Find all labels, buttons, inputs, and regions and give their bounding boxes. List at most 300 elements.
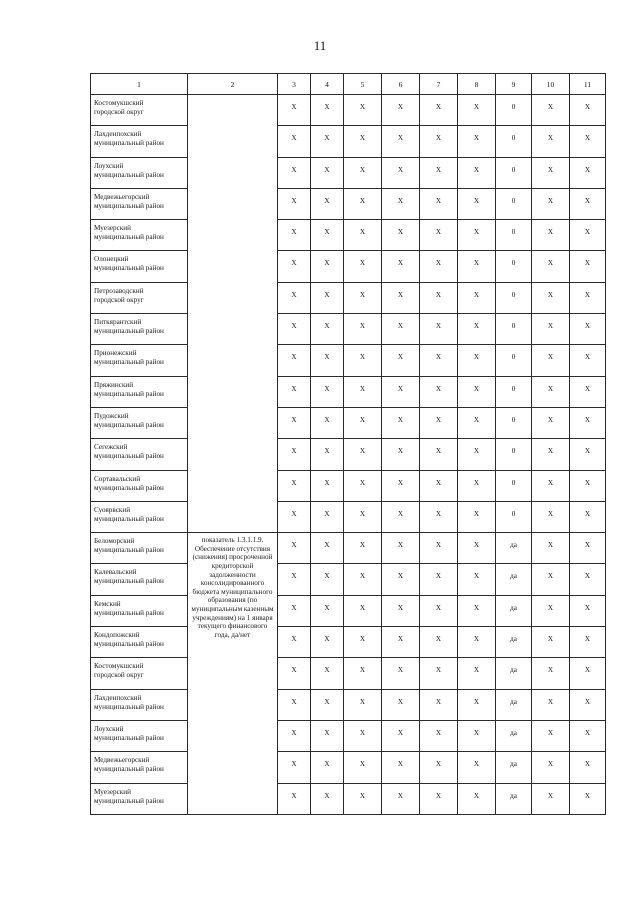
value-cell: да: [496, 627, 532, 658]
value-cell: да: [496, 658, 532, 689]
municipality-name-line2: муниципальный район: [94, 733, 164, 742]
value-cell: X: [311, 689, 344, 720]
value-cell: X: [458, 595, 496, 626]
table-row: [91, 345, 606, 376]
value-cell: X: [458, 407, 496, 438]
municipality-name-line1: Медвежьегорский: [94, 756, 150, 765]
column-header: 8: [458, 74, 496, 95]
value-cell: X: [532, 752, 570, 783]
value-cell: X: [458, 470, 496, 501]
value-cell: X: [278, 126, 311, 157]
municipality-name: [91, 345, 188, 376]
municipality-name-line2: муниципальный район: [94, 514, 164, 523]
value-cell: X: [532, 533, 570, 564]
municipality-name: [91, 251, 188, 282]
column-header: 6: [382, 74, 420, 95]
value-cell: X: [278, 220, 311, 251]
table-row: [91, 439, 606, 470]
municipality-name: [91, 689, 188, 720]
value-cell: X: [278, 282, 311, 313]
value-cell: X: [570, 376, 606, 407]
value-cell: X: [570, 439, 606, 470]
column-header: 3: [278, 74, 311, 95]
value-cell: X: [382, 720, 420, 751]
table-row: [91, 501, 606, 532]
value-cell: X: [311, 470, 344, 501]
municipality-name-line2: муниципальный район: [94, 420, 164, 429]
municipality-name-line1: Медвежьегорский: [94, 192, 150, 201]
value-cell: X: [344, 439, 382, 470]
value-cell: X: [570, 689, 606, 720]
table-row: [91, 407, 606, 438]
value-cell: X: [344, 752, 382, 783]
value-cell: X: [311, 157, 344, 188]
value-cell: X: [344, 533, 382, 564]
municipality-name: [91, 658, 188, 689]
value-cell: 0: [496, 157, 532, 188]
value-cell: X: [344, 783, 382, 814]
municipality-name: [91, 533, 188, 564]
value-cell: X: [420, 439, 458, 470]
value-cell: X: [458, 533, 496, 564]
value-cell: X: [278, 157, 311, 188]
municipality-name-line1: Беломорский: [94, 537, 135, 546]
value-cell: X: [420, 627, 458, 658]
value-cell: да: [496, 564, 532, 595]
municipality-name: [91, 220, 188, 251]
value-cell: X: [532, 376, 570, 407]
municipality-name: [91, 407, 188, 438]
value-cell: X: [532, 439, 570, 470]
value-cell: X: [344, 595, 382, 626]
value-cell: X: [532, 595, 570, 626]
municipality-name-line1: Сортавальский: [94, 474, 141, 483]
value-cell: X: [278, 407, 311, 438]
value-cell: X: [458, 376, 496, 407]
value-cell: X: [458, 689, 496, 720]
value-cell: X: [311, 720, 344, 751]
value-cell: X: [420, 783, 458, 814]
value-cell: X: [570, 783, 606, 814]
municipality-name: [91, 595, 188, 626]
value-cell: X: [458, 720, 496, 751]
municipality-name: [91, 752, 188, 783]
value-cell: да: [496, 689, 532, 720]
value-cell: X: [344, 627, 382, 658]
value-cell: X: [382, 95, 420, 126]
table-row: [91, 564, 606, 595]
value-cell: X: [458, 783, 496, 814]
value-cell: X: [458, 251, 496, 282]
value-cell: X: [532, 470, 570, 501]
municipality-name-line1: Питкярантский: [94, 318, 142, 327]
value-cell: X: [420, 720, 458, 751]
table-row: [91, 314, 606, 345]
table-row: [91, 720, 606, 751]
value-cell: X: [420, 689, 458, 720]
municipality-name-line2: городской округ: [94, 108, 144, 116]
value-cell: X: [420, 345, 458, 376]
municipality-name-line1: Кондопожский: [94, 631, 140, 640]
municipality-name: [91, 157, 188, 188]
value-cell: X: [458, 95, 496, 126]
value-cell: X: [344, 658, 382, 689]
value-cell: X: [382, 282, 420, 313]
value-cell: X: [420, 752, 458, 783]
value-cell: X: [570, 533, 606, 564]
municipality-name-line2: городской округ: [94, 295, 144, 304]
value-cell: X: [420, 564, 458, 595]
value-cell: X: [570, 407, 606, 438]
value-cell: X: [382, 314, 420, 345]
value-cell: X: [420, 470, 458, 501]
value-cell: X: [278, 314, 311, 345]
municipality-name-line1: Сегежский: [94, 443, 128, 452]
value-cell: X: [311, 564, 344, 595]
value-cell: X: [344, 157, 382, 188]
value-cell: X: [458, 501, 496, 532]
value-cell: X: [458, 345, 496, 376]
municipality-name-line1: Пряжинский: [94, 380, 134, 389]
value-cell: X: [344, 470, 382, 501]
value-cell: X: [570, 658, 606, 689]
value-cell: X: [420, 157, 458, 188]
value-cell: 0: [496, 188, 532, 219]
municipality-name: [91, 314, 188, 345]
value-cell: X: [278, 783, 311, 814]
table-row: [91, 783, 606, 814]
value-cell: X: [311, 188, 344, 219]
value-cell: да: [496, 595, 532, 626]
value-cell: 0: [496, 501, 532, 532]
value-cell: X: [278, 689, 311, 720]
value-cell: X: [278, 658, 311, 689]
municipality-name-line1: Суоярвский: [94, 505, 131, 514]
municipality-name-line2: муниципальный район: [94, 201, 164, 210]
value-cell: X: [458, 220, 496, 251]
table-row: [91, 188, 606, 219]
value-cell: 0: [496, 345, 532, 376]
value-cell: X: [278, 752, 311, 783]
value-cell: X: [382, 157, 420, 188]
value-cell: X: [344, 220, 382, 251]
value-cell: X: [532, 407, 570, 438]
value-cell: X: [311, 251, 344, 282]
municipality-name-line2: муниципальный район: [94, 640, 164, 649]
municipality-name: [91, 95, 188, 126]
value-cell: X: [382, 126, 420, 157]
value-cell: X: [570, 564, 606, 595]
header-row: [91, 74, 606, 95]
value-cell: X: [382, 783, 420, 814]
value-cell: X: [311, 95, 344, 126]
column-header: 9: [496, 74, 532, 95]
value-cell: да: [496, 720, 532, 751]
municipality-name: [91, 439, 188, 470]
table-row: [91, 470, 606, 501]
value-cell: X: [458, 658, 496, 689]
value-cell: X: [311, 220, 344, 251]
value-cell: X: [532, 251, 570, 282]
value-cell: X: [382, 627, 420, 658]
value-cell: X: [570, 501, 606, 532]
value-cell: X: [311, 783, 344, 814]
table-row: [91, 157, 606, 188]
column-header: 1: [91, 74, 188, 95]
value-cell: X: [458, 752, 496, 783]
value-cell: X: [570, 345, 606, 376]
municipality-name: [91, 126, 188, 157]
table-row: [91, 627, 606, 658]
municipality-name-line1: Муезерский: [94, 787, 131, 796]
value-cell: X: [311, 658, 344, 689]
value-cell: X: [532, 157, 570, 188]
value-cell: X: [458, 314, 496, 345]
municipality-name-line1: Кемский: [94, 599, 121, 608]
value-cell: X: [570, 752, 606, 783]
column-header: 7: [420, 74, 458, 95]
value-cell: X: [311, 407, 344, 438]
value-cell: да: [496, 783, 532, 814]
municipality-name: [91, 282, 188, 313]
value-cell: X: [458, 126, 496, 157]
value-cell: 0: [496, 95, 532, 126]
table-row: [91, 533, 606, 564]
value-cell: X: [532, 95, 570, 126]
municipality-name-line1: Калевальский: [94, 568, 137, 577]
value-cell: X: [532, 720, 570, 751]
value-cell: X: [344, 376, 382, 407]
value-cell: X: [311, 595, 344, 626]
value-cell: X: [570, 470, 606, 501]
value-cell: X: [311, 345, 344, 376]
municipality-name-line2: муниципальный район: [94, 796, 164, 805]
value-cell: X: [570, 595, 606, 626]
table-row: [91, 595, 606, 626]
value-cell: X: [278, 720, 311, 751]
value-cell: X: [570, 251, 606, 282]
municipality-name-line2: муниципальный район: [94, 765, 164, 774]
value-cell: X: [382, 689, 420, 720]
value-cell: X: [532, 658, 570, 689]
value-cell: X: [311, 627, 344, 658]
municipality-name: [91, 720, 188, 751]
value-cell: X: [532, 282, 570, 313]
municipality-name-line1: Лоухский: [94, 161, 124, 170]
value-cell: X: [311, 126, 344, 157]
value-cell: 0: [496, 407, 532, 438]
municipality-name: [91, 501, 188, 532]
municipality-name-line1: Лахденпохский: [94, 693, 142, 702]
value-cell: X: [532, 783, 570, 814]
table-row: [91, 752, 606, 783]
value-cell: X: [278, 439, 311, 470]
table-row: [91, 126, 606, 157]
value-cell: X: [382, 188, 420, 219]
municipality-name-line2: муниципальный район: [94, 170, 164, 179]
municipality-name: [91, 564, 188, 595]
value-cell: 0: [496, 251, 532, 282]
column-header: 4: [311, 74, 344, 95]
municipality-name-line2: муниципальный район: [94, 327, 164, 336]
value-cell: 0: [496, 126, 532, 157]
municipality-name-line2: муниципальный район: [94, 608, 164, 617]
column-header: 11: [570, 74, 606, 95]
value-cell: X: [382, 251, 420, 282]
value-cell: X: [311, 501, 344, 532]
indicator-table: [90, 73, 606, 815]
indicator-description: показатель 1.3.1.1.9. Обеспечение отсутствия (снижения) просроченной кредиторской задолженности консолидированного бюджета муниципального образования (по муниципальным казенным учреждениям) на 1 января текущего финансового года, да/нет: [188, 533, 278, 815]
value-cell: X: [278, 501, 311, 532]
value-cell: X: [278, 345, 311, 376]
municipality-name: [91, 376, 188, 407]
value-cell: X: [458, 157, 496, 188]
value-cell: X: [344, 188, 382, 219]
value-cell: X: [532, 689, 570, 720]
value-cell: X: [278, 533, 311, 564]
municipality-name-line2: городской округ: [94, 671, 144, 680]
value-cell: X: [344, 126, 382, 157]
value-cell: 0: [496, 439, 532, 470]
value-cell: X: [344, 282, 382, 313]
table-row: [91, 251, 606, 282]
value-cell: X: [382, 752, 420, 783]
value-cell: X: [532, 627, 570, 658]
municipality-name-line2: муниципальный район: [94, 702, 164, 711]
value-cell: X: [420, 282, 458, 313]
column-header: 10: [532, 74, 570, 95]
value-cell: X: [420, 658, 458, 689]
value-cell: 0: [496, 314, 532, 345]
value-cell: X: [382, 376, 420, 407]
value-cell: X: [420, 533, 458, 564]
value-cell: X: [570, 95, 606, 126]
value-cell: да: [496, 752, 532, 783]
value-cell: X: [420, 95, 458, 126]
municipality-name-line2: муниципальный район: [94, 139, 164, 148]
value-cell: X: [532, 564, 570, 595]
value-cell: X: [420, 220, 458, 251]
value-cell: X: [382, 595, 420, 626]
value-cell: X: [570, 157, 606, 188]
value-cell: 0: [496, 220, 532, 251]
municipality-name-line2: муниципальный район: [94, 389, 164, 398]
value-cell: X: [278, 376, 311, 407]
value-cell: X: [532, 126, 570, 157]
value-cell: X: [311, 376, 344, 407]
value-cell: 0: [496, 282, 532, 313]
value-cell: X: [278, 470, 311, 501]
municipality-name-line1: Прионежский: [94, 349, 137, 358]
value-cell: X: [420, 407, 458, 438]
value-cell: X: [532, 345, 570, 376]
value-cell: X: [458, 564, 496, 595]
value-cell: X: [344, 689, 382, 720]
value-cell: X: [344, 720, 382, 751]
value-cell: X: [344, 501, 382, 532]
municipality-name-line1: Лахденпохский: [94, 130, 142, 139]
municipality-name: [91, 783, 188, 814]
value-cell: X: [532, 501, 570, 532]
municipality-name-line1: Костомукшский: [94, 662, 144, 671]
value-cell: X: [570, 220, 606, 251]
value-cell: X: [570, 720, 606, 751]
value-cell: X: [382, 533, 420, 564]
value-cell: X: [311, 439, 344, 470]
value-cell: X: [570, 188, 606, 219]
municipality-name-line1: Петрозаводский: [94, 286, 144, 295]
value-cell: 0: [496, 470, 532, 501]
page-number: 11: [313, 38, 327, 53]
value-cell: X: [458, 188, 496, 219]
municipality-name-line2: муниципальный район: [94, 264, 164, 273]
value-cell: X: [344, 251, 382, 282]
value-cell: X: [570, 282, 606, 313]
value-cell: X: [420, 376, 458, 407]
value-cell: X: [570, 627, 606, 658]
value-cell: X: [311, 314, 344, 345]
value-cell: X: [344, 407, 382, 438]
value-cell: X: [458, 282, 496, 313]
column-header: 5: [344, 74, 382, 95]
value-cell: X: [532, 314, 570, 345]
value-cell: X: [344, 564, 382, 595]
municipality-name-line1: Пудожский: [94, 411, 129, 420]
municipality-name-line2: муниципальный район: [94, 483, 164, 492]
value-cell: да: [496, 533, 532, 564]
table-row: [91, 95, 606, 126]
value-cell: X: [420, 188, 458, 219]
value-cell: X: [382, 658, 420, 689]
municipality-name-line1: Олонецкий: [94, 255, 129, 264]
value-cell: X: [382, 439, 420, 470]
table-row: [91, 658, 606, 689]
value-cell: X: [382, 345, 420, 376]
value-cell: X: [278, 564, 311, 595]
value-cell: X: [420, 251, 458, 282]
municipality-name: [91, 188, 188, 219]
value-cell: X: [382, 501, 420, 532]
value-cell: X: [278, 595, 311, 626]
value-cell: X: [311, 282, 344, 313]
municipality-name: [91, 627, 188, 658]
table-body: [91, 95, 606, 815]
value-cell: 0: [496, 376, 532, 407]
table-row: [91, 220, 606, 251]
value-cell: X: [344, 314, 382, 345]
value-cell: X: [278, 251, 311, 282]
municipality-name-line2: муниципальный район: [94, 233, 164, 242]
value-cell: X: [570, 314, 606, 345]
municipality-name-line2: муниципальный район: [94, 358, 164, 367]
municipality-name-line1: Лоухский: [94, 724, 124, 733]
value-cell: X: [311, 752, 344, 783]
value-cell: X: [278, 95, 311, 126]
value-cell: X: [382, 564, 420, 595]
value-cell: X: [311, 533, 344, 564]
column-header: 2: [188, 74, 278, 95]
value-cell: X: [420, 501, 458, 532]
municipality-name-line2: муниципальный район: [94, 546, 164, 555]
value-cell: X: [382, 220, 420, 251]
municipality-name-line1: Муезерский: [94, 224, 131, 233]
municipality-name-line1: Костомукшский: [94, 99, 144, 107]
value-cell: X: [344, 95, 382, 126]
value-cell: X: [458, 627, 496, 658]
value-cell: X: [278, 188, 311, 219]
value-cell: X: [420, 126, 458, 157]
value-cell: X: [570, 126, 606, 157]
